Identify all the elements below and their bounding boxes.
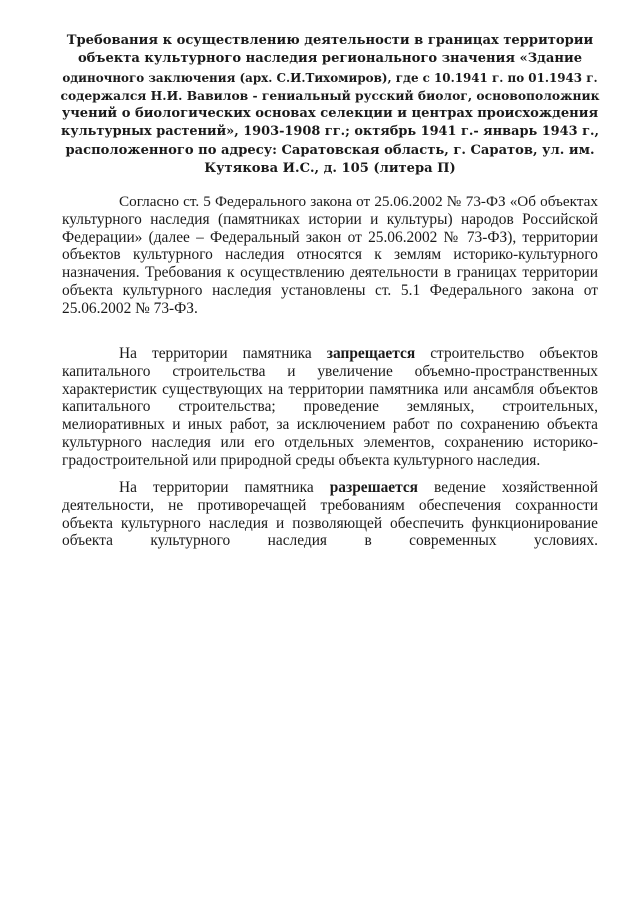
paragraph-text: На территории памятника [119, 479, 330, 496]
paragraph-line: капитального строительства и увеличение объемно-пространственных [62, 362, 598, 380]
paragraph-text: На территории памятника [119, 345, 327, 362]
paragraph-line: культурного наследия или его отдельных элементов, сохранению историко- [62, 433, 598, 451]
paragraph-permissions [62, 479, 598, 550]
paragraph-line: Согласно ст. 5 Федерального закона от 25.06.2002 № 73-ФЗ «Об объектах [119, 193, 598, 210]
paragraph-line: 25.06.2002 № 73-ФЗ. [62, 299, 198, 317]
title-line: культурных растений», 1903-1908 гг.; октябрь 1941 г.- январь 1943 г., [61, 124, 599, 140]
paragraph-line [62, 345, 598, 363]
title-line: содержался Н.И. Вавилов - гениальный русский биолог, основоположник [60, 87, 600, 103]
paragraph-text: строительство объектов [415, 345, 598, 362]
paragraph-prohibitions [62, 345, 598, 470]
paragraph-line [62, 479, 598, 497]
paragraph-line: культурного наследия (памятниках истории и культуры) народов Российской [62, 210, 598, 228]
title-line: Кутякова И.С., д. 105 (литера П) [204, 161, 456, 177]
paragraph-line: Федерации» (далее – Федеральный закон от 25.06.2002 № 73-ФЗ), территории [62, 228, 598, 246]
prohibited-keyword: запрещается [326, 345, 416, 362]
paragraph-line: характеристик существующих на территории памятника или ансамбля объектов [62, 380, 598, 398]
paragraph-line: объектов культурного наследия относятся к землям историко-культурного [62, 246, 598, 264]
title-line: учений о биологических основах селекции и центрах происхождения [61, 106, 599, 122]
permitted-keyword: разрешается [329, 479, 419, 496]
title-line: Требования к осуществлению деятельности в границах территории [66, 33, 594, 48]
paragraph-line: назначения. Требования к осуществлению деятельности в границах территории [62, 264, 598, 282]
paragraph-text: ведение хозяйственной [418, 479, 598, 496]
paragraph-line: деятельности, не противоречащей требованиям обеспечения сохранности [62, 496, 598, 514]
title-line: объекта культурного наследия регионального значения «Здание [77, 51, 583, 67]
title-line: одиночного заключения (арх. С.И.Тихомиров), где с 10.1941 г. по 01.1943 г. [62, 70, 598, 85]
paragraph-line: объекта культурного наследия и позволяющей обеспечить функционирование [62, 514, 598, 532]
paragraph-line: капитального строительства; проведение земляных, строительных, [62, 398, 598, 416]
paragraph-legal-basis [62, 193, 598, 318]
paragraph-line: объекта культурного наследия установлены ст. 5.1 Федерального закона от [62, 281, 598, 299]
paragraph-line: мелиоративных и иных работ, за исключением работ по сохранению объекта [62, 416, 598, 434]
paragraph-line: градостроительной или природной среды объекта культурного наследия. [62, 451, 541, 469]
title-line: расположенного по адресу: Саратовская область, г. Саратов, ул. им. [65, 142, 595, 158]
document-title [60, 32, 600, 178]
paragraph-line: объекта культурного наследия в современных условиях. [62, 532, 598, 550]
